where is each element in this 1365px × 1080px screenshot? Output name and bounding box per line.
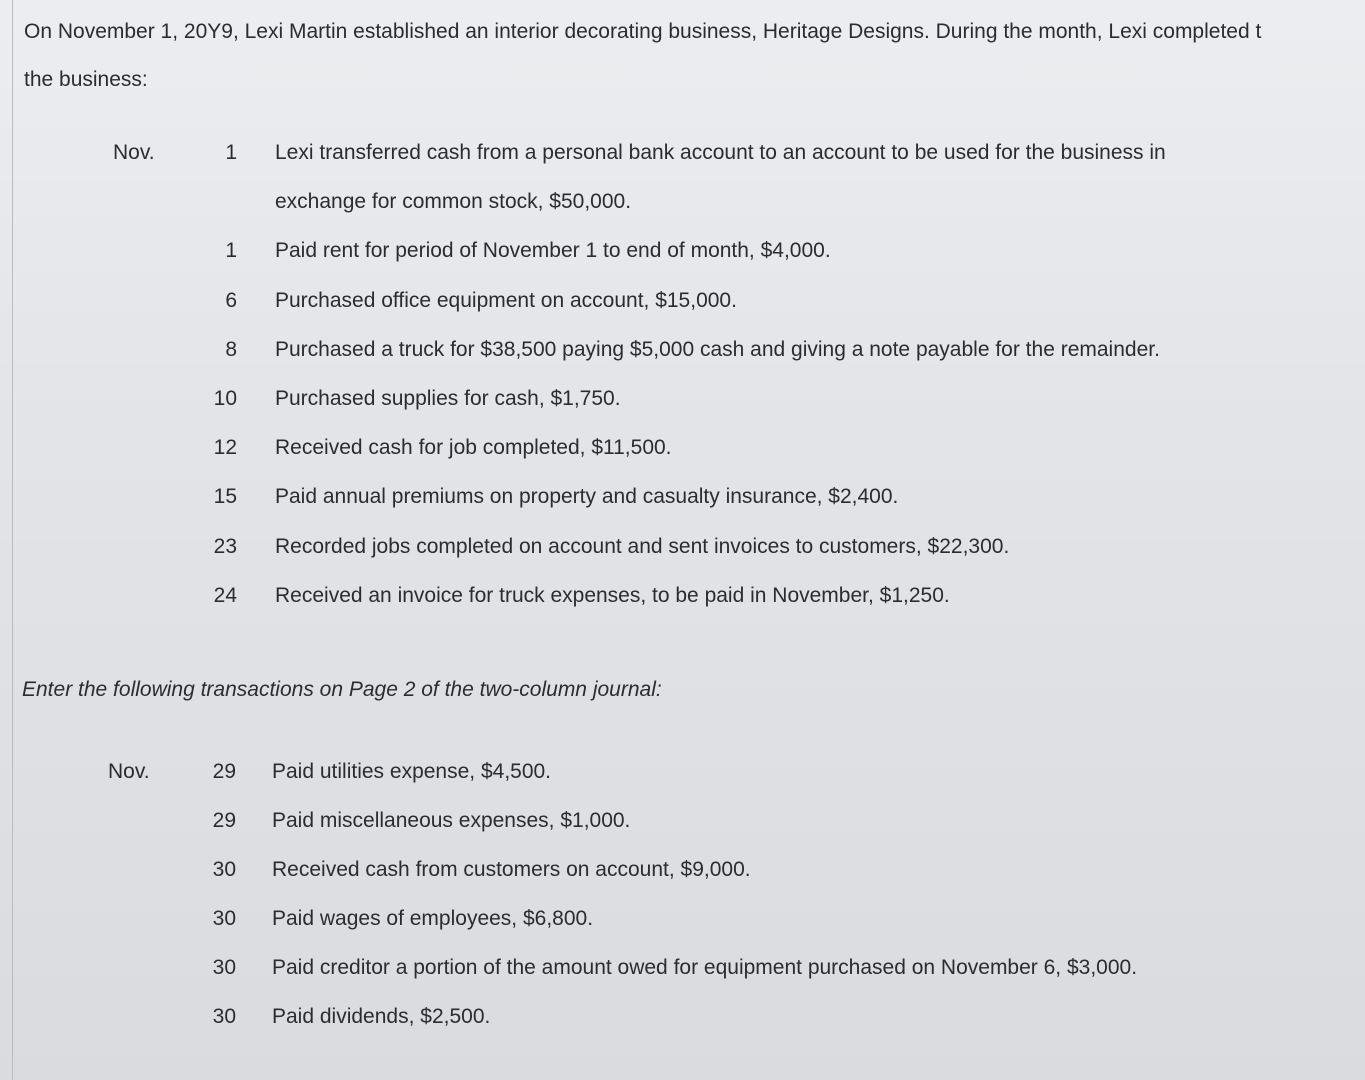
journal-instruction: Enter the following transactions on Page 2 of the two-column journal:	[22, 678, 662, 701]
transaction-day: 30	[212, 858, 236, 881]
transaction-description: Paid miscellaneous expenses, $1,000.	[272, 809, 631, 832]
transaction-day: 23	[213, 534, 237, 558]
transaction-description: Paid creditor a portion of the amount owed for equipment purchased on November 6, $3,000.	[272, 956, 1138, 979]
transaction-description: Received cash from customers on account, $9,000.	[272, 858, 751, 881]
intro-line-2: the business:	[24, 68, 148, 91]
transaction-description: Paid wages of employees, $6,800.	[272, 907, 594, 930]
transaction-month: Nov.	[108, 760, 150, 783]
transaction-description: Received an invoice for truck expenses, to be paid in November, $1,250.	[275, 583, 950, 607]
intro-line-1: On November 1, 20Y9, Lexi Martin established an interior decorating business, Heritage Designs. During the month, Lexi completed t	[24, 20, 1262, 43]
transaction-month: Nov.	[113, 141, 155, 164]
transaction-day: 29	[212, 760, 236, 783]
transaction-day: 30	[212, 907, 236, 930]
transaction-day: 8	[225, 337, 237, 361]
transaction-row	[0, 379, 1365, 419]
transaction-day: 6	[225, 288, 237, 312]
transaction-row	[0, 948, 1365, 988]
transaction-row	[0, 477, 1365, 517]
transaction-day: 1	[225, 239, 237, 263]
transaction-day: 29	[212, 809, 236, 832]
transaction-description: Paid annual premiums on property and casualty insurance, $2,400.	[275, 485, 899, 509]
transaction-day: 12	[213, 436, 237, 460]
transaction-row	[0, 231, 1365, 271]
transaction-description: Recorded jobs completed on account and sent invoices to customers, $22,300.	[275, 534, 1010, 558]
transaction-row	[0, 997, 1365, 1037]
transaction-day: 30	[212, 1005, 236, 1028]
transaction-day: 15	[213, 485, 237, 509]
transaction-day: 24	[213, 583, 237, 607]
transaction-row	[0, 133, 1365, 173]
transaction-row	[0, 428, 1365, 468]
transaction-row	[0, 752, 1365, 792]
transaction-description: exchange for common stock, $50,000.	[275, 190, 632, 214]
transaction-row	[0, 182, 1365, 222]
transaction-day: 30	[212, 956, 236, 979]
transaction-row	[0, 576, 1365, 616]
transaction-description: Received cash for job completed, $11,500.	[275, 436, 672, 460]
transaction-row	[0, 281, 1365, 321]
transaction-description: Purchased office equipment on account, $15,000.	[275, 288, 737, 312]
transaction-description: Paid utilities expense, $4,500.	[272, 760, 552, 783]
transaction-row	[0, 330, 1365, 370]
transaction-description: Purchased a truck for $38,500 paying $5,000 cash and giving a note payable for the remainder.	[275, 337, 1160, 361]
transaction-row	[0, 801, 1365, 841]
intro-paragraph	[24, 8, 1365, 104]
transaction-description: Paid dividends, $2,500.	[272, 1005, 491, 1028]
transaction-description: Paid rent for period of November 1 to end of month, $4,000.	[275, 239, 831, 263]
transaction-description: Purchased supplies for cash, $1,750.	[275, 387, 621, 410]
transaction-day: 10	[213, 387, 237, 410]
transaction-description: Lexi transferred cash from a personal bank account to an account to be used for the business in	[275, 141, 1166, 164]
transaction-day: 1	[225, 141, 237, 164]
transaction-row	[0, 527, 1365, 567]
transaction-row	[0, 850, 1365, 890]
transaction-row	[0, 899, 1365, 939]
